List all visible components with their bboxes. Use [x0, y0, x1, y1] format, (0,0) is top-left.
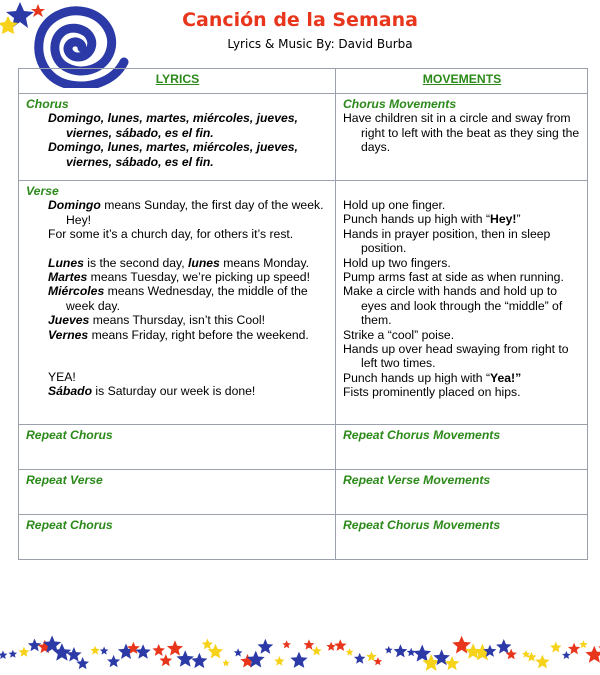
- verse-line: Lunes is the second day, lunes means Monday.: [48, 255, 310, 270]
- verse-line: Jueves means Thursday, isn’t this Cool!: [48, 313, 266, 328]
- movement-line: Punch hands up high with “Hey!”: [343, 212, 521, 227]
- verse-line: YEA!: [48, 370, 76, 385]
- star-icon: [152, 644, 165, 656]
- repeat-lyric: Repeat Chorus: [26, 518, 113, 532]
- chorus-line: Domingo, lunes, martes, miércoles, jueves, viernes, sábado, es el fin.: [48, 111, 298, 140]
- verse-line: Miércoles means Wednesday, the middle of the week day.: [48, 284, 308, 313]
- star-icon: [413, 645, 431, 662]
- star-icon: [366, 651, 377, 661]
- star-icon: [191, 653, 207, 668]
- star-icon: [312, 646, 322, 656]
- movement-line: Hold up one finger.: [343, 198, 446, 212]
- table-row: [19, 470, 588, 515]
- star-icon: [222, 659, 230, 666]
- table-row: [19, 515, 588, 560]
- verse-line: Sábado is Saturday our week is done!: [48, 384, 256, 399]
- star-icon: [167, 640, 183, 655]
- star-icon: [334, 639, 346, 651]
- star-icon: [107, 655, 120, 667]
- star-icon: [304, 639, 315, 649]
- lyrics-header: LYRICS: [19, 69, 336, 94]
- movement-line: Punch hands up high with “Yea!”: [343, 370, 522, 385]
- chorus-label: Chorus: [26, 97, 69, 111]
- repeat-movement: Repeat Chorus Movements: [343, 518, 501, 532]
- table-row: [19, 94, 588, 181]
- verse-label: Verse: [26, 184, 59, 198]
- movement-line: Hands in prayer position, then in sleep position.: [343, 226, 551, 256]
- verse-line: For some it’s a church day, for others it’s rest.: [48, 227, 294, 242]
- repeat-lyric: Repeat Verse: [26, 473, 103, 487]
- star-icon: [202, 639, 213, 650]
- chorus-movements-cell: [336, 94, 588, 181]
- star-icon: [326, 642, 336, 651]
- verse-lyrics-cell: [19, 181, 336, 425]
- star-icon: [76, 657, 89, 669]
- verse-line: Martes means Tuesday, we’re picking up speed!: [48, 270, 310, 285]
- movement-line: Make a circle with hands and hold up to eyes and look through the “middle” of them.: [343, 284, 563, 328]
- star-icon: [208, 644, 223, 659]
- star-icon: [90, 646, 99, 655]
- repeat-movement: Repeat Verse Movements: [343, 473, 491, 487]
- movement-line: Hands up over head swaying from right to left two times.: [343, 342, 569, 371]
- chorus-line: Domingo, lunes, martes, miércoles, jueves, viernes, sábado, es el fin.: [48, 140, 298, 169]
- star-icon: [100, 647, 109, 655]
- song-table: [18, 68, 588, 560]
- star-icon: [160, 654, 173, 666]
- star-icon: [19, 647, 30, 657]
- star-icon: [374, 657, 383, 665]
- chorus-lyrics-cell: [19, 94, 336, 181]
- chorus-movements-text: Have children sit in a circle and sway from right to left with the beat as they sing the days.: [343, 111, 580, 155]
- repeat-movement: Repeat Chorus Movements: [343, 428, 501, 442]
- movements-header: MOVEMENTS: [336, 69, 588, 94]
- star-icon: [394, 644, 408, 657]
- verse-line: Vernes means Friday, right before the weekend.: [48, 327, 309, 342]
- table-row: [19, 425, 588, 470]
- star-icon: [346, 648, 354, 655]
- star-icon: [585, 646, 600, 663]
- movement-line: Pump arms fast at side as when running.: [343, 270, 564, 285]
- verse-movements-cell: [336, 181, 588, 425]
- star-icon: [445, 656, 460, 670]
- star-icon: [579, 640, 587, 648]
- movement-line: Fists prominently placed on hips.: [343, 385, 521, 400]
- verse-line: Domingo means Sunday, the first day of the week. Hey!: [48, 198, 324, 227]
- movement-line: Strike a “cool” poise.: [343, 327, 455, 342]
- repeat-lyric: Repeat Chorus: [26, 428, 113, 442]
- star-icon: [535, 655, 550, 669]
- chorus-movements-label: Chorus Movements: [343, 97, 457, 111]
- star-icon: [568, 643, 580, 655]
- star-icon: [550, 642, 562, 653]
- star-icon: [282, 640, 291, 648]
- star-icon: [385, 646, 393, 654]
- star-icon: [290, 652, 307, 668]
- star-icon: [0, 651, 7, 660]
- star-border: [0, 630, 600, 675]
- star-icon: [496, 639, 511, 654]
- page-subtitle: Lyrics & Music By: David Burba: [227, 37, 413, 51]
- star-icon: [234, 648, 243, 656]
- star-icon: [66, 647, 81, 662]
- star-icon: [354, 653, 365, 664]
- table-row: [19, 181, 588, 425]
- star-icon: [274, 656, 284, 666]
- page-title: Canción de la Semana: [182, 9, 418, 31]
- star-icon: [562, 651, 571, 659]
- star-icon: [258, 639, 274, 654]
- star-icon: [9, 650, 18, 658]
- movement-line: Hold up two fingers.: [343, 255, 451, 270]
